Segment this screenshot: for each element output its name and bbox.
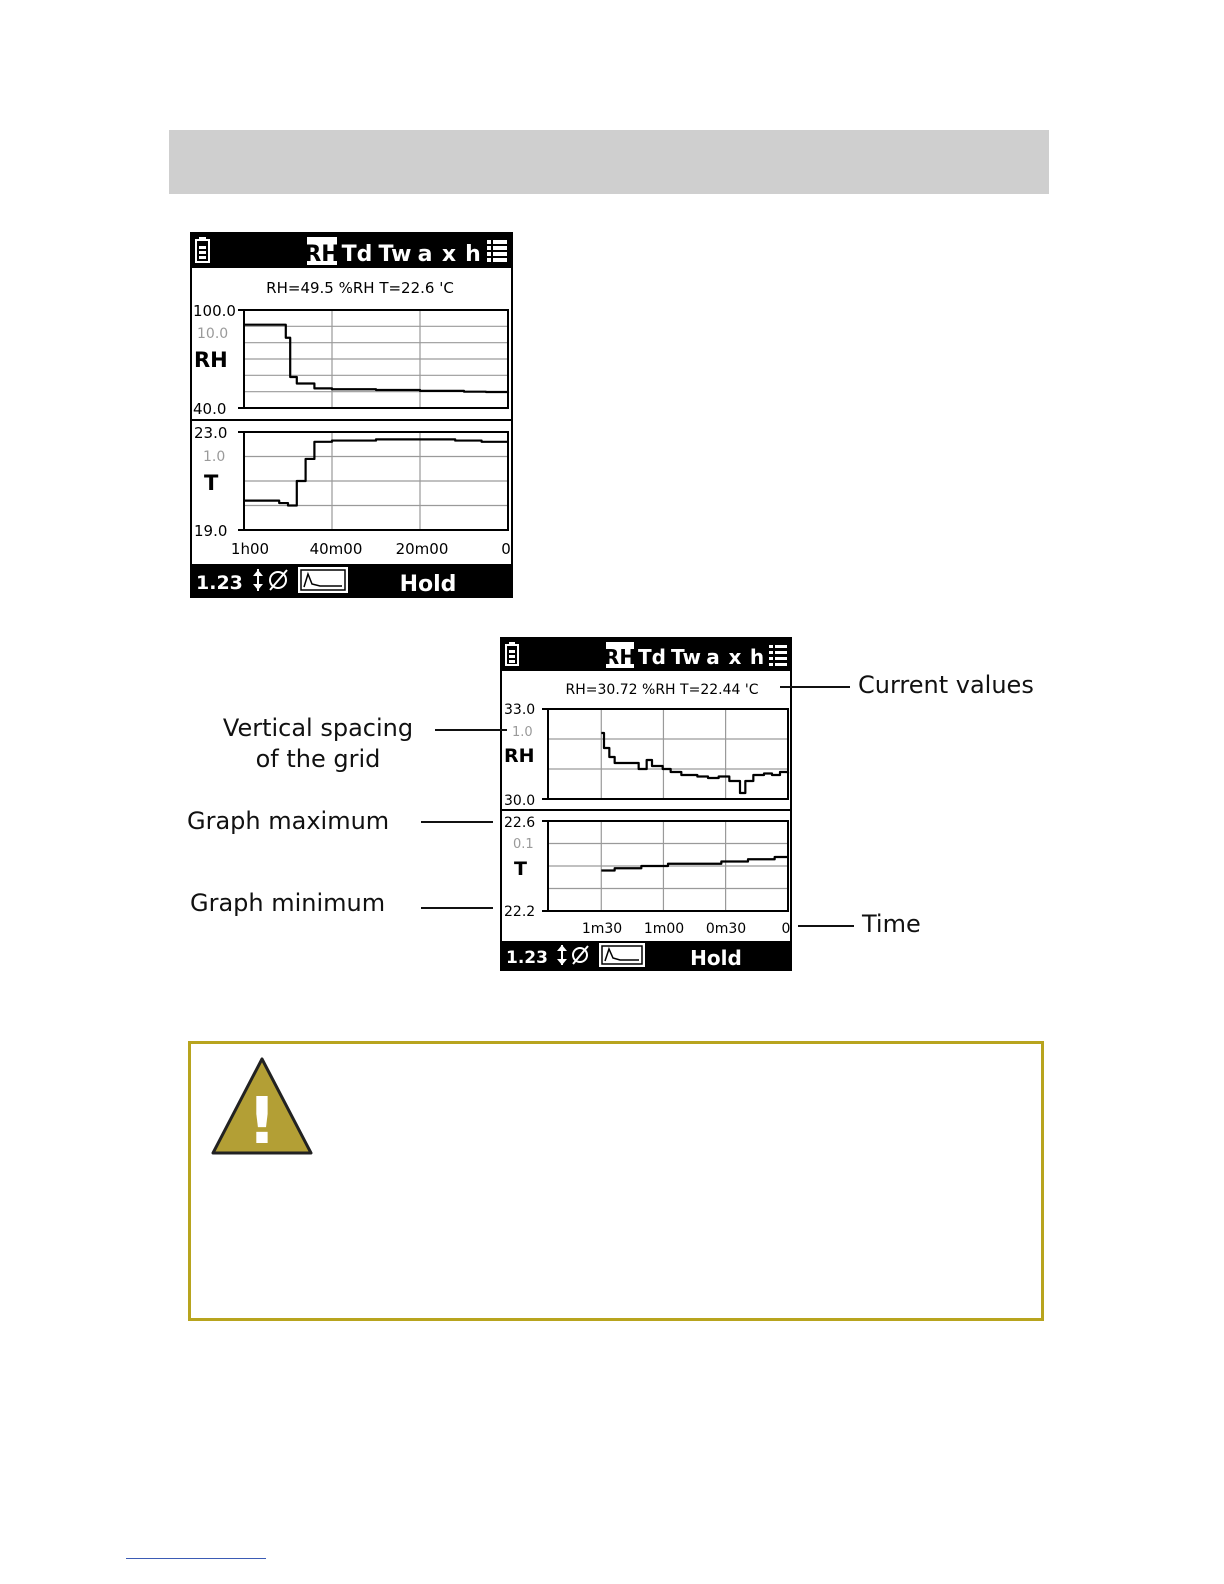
tab-rh[interactable]: RH: [304, 242, 340, 267]
tab-tw[interactable]: Tw: [671, 645, 701, 669]
tab-a[interactable]: a: [706, 645, 720, 669]
t-graph-maximum: 22.6: [504, 815, 536, 831]
t-plot: [542, 821, 788, 911]
leader-line-current-values: [780, 686, 850, 688]
annotation-vertical-spacing: [200, 713, 436, 775]
annotation-current-values: Current values: [858, 671, 1034, 699]
series-line-t: [244, 439, 508, 505]
t-grid-spacing: 0.1: [513, 837, 534, 852]
t-graph-minimum: 22.2: [504, 904, 536, 920]
tab-td[interactable]: Td: [341, 242, 373, 267]
t-graph-maximum: 23.0: [194, 424, 228, 442]
tab-h[interactable]: h: [749, 645, 765, 669]
tab-x[interactable]: x: [441, 242, 457, 267]
t-graph-label: T: [204, 471, 219, 495]
graph-view-icon[interactable]: [298, 567, 348, 593]
tab-tw[interactable]: Tw: [378, 242, 412, 267]
rh-graph-label: RH: [194, 348, 228, 372]
numeric-view-button[interactable]: 1.23: [506, 948, 548, 968]
annotation-time: Time: [862, 910, 921, 938]
plot-frame: [548, 709, 788, 799]
time-label: 1m30: [581, 921, 623, 937]
device-screen-1: [190, 232, 513, 598]
series-line-rh: [601, 733, 788, 793]
t-graph-label: T: [514, 858, 527, 880]
hold-button[interactable]: Hold: [690, 946, 742, 969]
annotation-vertical-spacing-line1: Vertical spacing: [222, 714, 414, 742]
warning-icon: [207, 1053, 317, 1161]
time-label: 1m00: [643, 921, 685, 937]
tab-td[interactable]: Td: [638, 645, 666, 669]
device-screen-2: [500, 637, 792, 971]
tab-rh[interactable]: RH: [603, 645, 637, 669]
t-plot: [238, 432, 508, 530]
series-line-t: [601, 857, 788, 871]
rh-graph-label: RH: [504, 745, 535, 767]
rh-graph-minimum: 30.0: [504, 793, 536, 809]
screen-2-display: [502, 639, 790, 969]
rh-graph-minimum: 40.0: [193, 400, 227, 418]
time-label: 0: [501, 540, 511, 558]
screen-1-display: [192, 234, 511, 596]
warning-mark: !: [247, 1085, 277, 1159]
section-header-band: [169, 130, 1049, 194]
leader-line-graph-minimum: [421, 907, 493, 909]
current-values: RH=30.72 %RH T=22.44 'C: [565, 682, 759, 698]
annotation-vertical-spacing-line2: of the grid: [255, 745, 381, 773]
leader-line-time: [798, 925, 854, 927]
annotation-graph-maximum: Graph maximum: [187, 807, 390, 835]
leader-line-vertical-spacing: [435, 729, 507, 731]
time-label: 1h00: [230, 540, 270, 558]
tab-x[interactable]: x: [728, 645, 742, 669]
time-label: 20m00: [395, 540, 449, 558]
current-values: RH=49.5 %RH T=22.6 'C: [266, 279, 454, 297]
numeric-view-button[interactable]: 1.23: [196, 572, 243, 594]
rh-grid-spacing: 10.0: [197, 326, 229, 342]
rh-graph-maximum: 33.0: [504, 702, 536, 718]
rh-graph-maximum: 100.0: [193, 302, 236, 320]
footer-rule: [126, 1558, 266, 1559]
time-label: 0: [781, 921, 790, 937]
tab-a[interactable]: a: [417, 242, 433, 267]
rh-plot: [238, 310, 508, 408]
time-label: 0m30: [705, 921, 747, 937]
annotation-graph-minimum: Graph minimum: [190, 889, 386, 917]
hold-button[interactable]: Hold: [399, 572, 457, 596]
graph-view-icon[interactable]: [599, 943, 645, 967]
t-graph-minimum: 19.0: [194, 522, 228, 540]
t-grid-spacing: 1.0: [203, 449, 226, 465]
leader-line-graph-maximum: [421, 821, 493, 823]
time-label: 40m00: [309, 540, 363, 558]
tab-h[interactable]: h: [465, 242, 481, 267]
rh-grid-spacing: 1.0: [512, 725, 533, 740]
rh-plot: [542, 709, 788, 799]
